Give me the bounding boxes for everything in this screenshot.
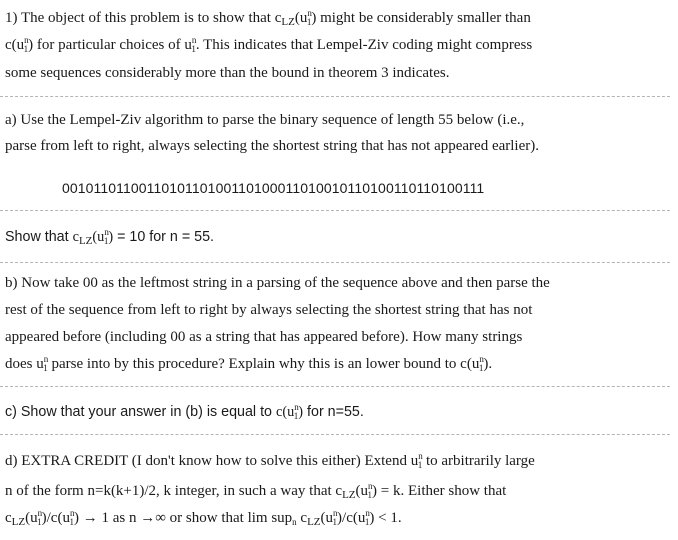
u-1-n: $u^n_1$	[36, 354, 49, 373]
part-b-line-4	[5, 355, 492, 373]
c-lz-of-u: $c_{LZ}(u^n_1)$	[335, 481, 378, 501]
c-lz-of-u: $c_{LZ}(u^n_1)$	[72, 227, 114, 247]
intro-text-4: . This indicates that Lempel-Ziv coding might compress	[195, 37, 533, 53]
part-d-text-1: d) EXTRA CREDIT (I don't know how to solve this either) Extend	[5, 453, 407, 469]
part-b-text-5: parse into by this procedure? Explain why this is an lower bound to	[51, 356, 457, 372]
intro-line-2	[5, 36, 532, 54]
part-a-text-2: parse from left to right, always selecting the shortest string that has not appeared earlier).	[5, 138, 539, 154]
part-a-show-line	[5, 228, 214, 246]
binary-sequence: 0010110110011010110100110100011010010110100110110100111	[62, 180, 485, 196]
part-b-text-4: does	[5, 356, 33, 372]
part-b-text-3: appeared before (including 00 as a string that has appeared before). How many strings	[5, 329, 523, 345]
intro-text-3: for particular choices of	[36, 37, 181, 53]
part-a-line-2	[5, 137, 539, 155]
separator	[0, 386, 670, 387]
part-b-text-2: rest of the sequence from left to right by always selecting the shortest string that has not	[5, 302, 533, 318]
part-d-text-4: = k. Either show that	[380, 483, 507, 499]
part-d-text-6: < 1.	[378, 510, 402, 526]
part-c-text-1: c) Show that your answer in (b) is equal to	[5, 404, 272, 420]
u-1-n: $u^n_1$	[410, 451, 423, 470]
part-d-text-2: to arbitrarily large	[425, 453, 535, 469]
u-1-n: $u^n_1$	[184, 35, 197, 54]
intro-line-1	[5, 9, 531, 27]
part-d-text-3: n of the form n=k(k+1)/2, k integer, in such a way that	[5, 483, 332, 499]
part-b-text-1: b) Now take 00 as the leftmost string in a parsing of the sequence above and then parse the	[5, 275, 550, 291]
part-c-text-2: for n=55.	[307, 404, 364, 420]
separator	[0, 96, 670, 97]
part-d-line-3	[5, 509, 402, 527]
c-of-u: $c(u^n_1)$	[275, 402, 304, 421]
part-d-line-2	[5, 482, 506, 500]
part-d-line-1	[5, 452, 535, 470]
c-of-u: $c(u^n_1)$	[5, 35, 34, 54]
c-lz-of-u: $c_{LZ}(u^n_1)/c(u^n_1)$	[5, 508, 79, 528]
c-of-u: $c(u^n_1)$.	[460, 354, 493, 373]
separator	[0, 434, 670, 435]
c-lz-of-u: $c_{LZ}(u^n_1)$	[274, 8, 317, 28]
part-d-text-5: → 1 as n →∞ or show that lim sup	[82, 510, 293, 526]
show-that-label: Show that	[5, 229, 69, 245]
separator	[0, 210, 670, 211]
intro-text-2: might be considerably smaller than	[320, 10, 531, 26]
part-b-line-2	[5, 301, 532, 319]
part-a-text-1: a) Use the Lempel-Ziv algorithm to parse the binary sequence of length 55 below (i.e.,	[5, 112, 525, 128]
separator	[0, 262, 670, 263]
intro-text-1: 1) The object of this problem is to show that	[5, 10, 271, 26]
intro-text-5: some sequences considerably more than the bound in theorem 3 indicates.	[5, 65, 450, 81]
part-b-line-3	[5, 328, 522, 346]
c-lz-ratio: $c_{LZ}(u^n_1)/c(u^n_1)$	[300, 508, 375, 528]
part-c-line	[5, 403, 364, 421]
show-that-value: = 10 for n = 55.	[117, 229, 215, 245]
part-b-line-1	[5, 274, 550, 292]
intro-line-3	[5, 64, 449, 82]
sup-subscript-n: n	[292, 517, 297, 527]
part-a-line-1	[5, 111, 524, 129]
